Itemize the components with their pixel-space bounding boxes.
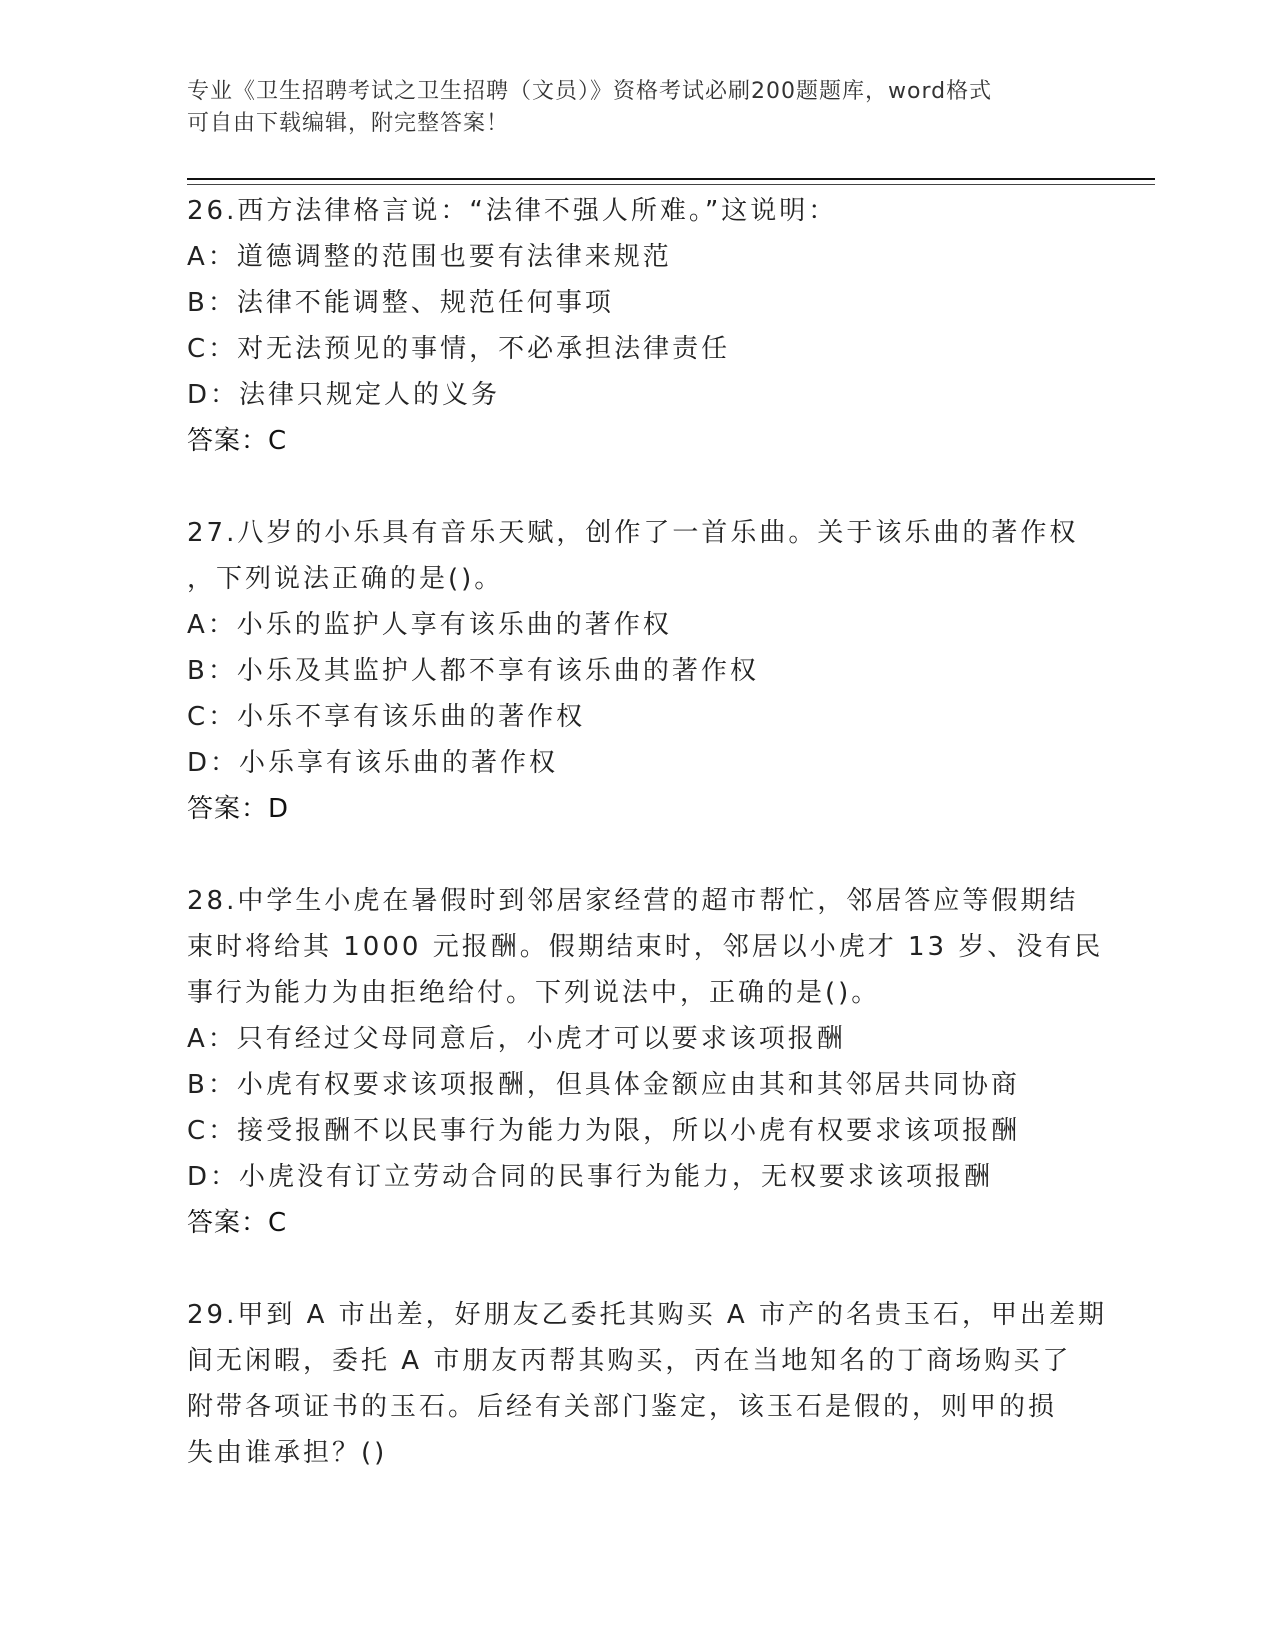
question-27-option-a: A：小乐的监护人享有该乐曲的著作权 [187, 610, 672, 640]
question-26-stem: 26.西方法律格言说：“法律不强人所难。”这说明： [187, 196, 838, 226]
question-28-stem-line-3: 事行为能力为由拒绝给付。下列说法中，正确的是()。 [187, 978, 881, 1008]
header-line-1: 专业《卫生招聘考试之卫生招聘（文员）》资格考试必刷200题题库，word格式 [187, 79, 993, 104]
question-26-option-a: A：道德调整的范围也要有法律来规范 [187, 242, 672, 272]
question-27 [187, 510, 1087, 832]
question-26-option-c: C：对无法预见的事情，不必承担法律责任 [187, 334, 731, 364]
document-header [187, 76, 1087, 140]
header-line-2: 可自由下载编辑，附完整答案！ [187, 111, 510, 136]
question-26-answer: 答案：C [187, 426, 288, 456]
question-26-option-b: B：法律不能调整、规范任何事项 [187, 288, 614, 318]
question-27-stem-line-1: 27.八岁的小乐具有音乐天赋，创作了一首乐曲。关于该乐曲的著作权 [187, 518, 1079, 548]
question-28-option-b: B：小虎有权要求该项报酬，但具体金额应由其和其邻居共同协商 [187, 1070, 1020, 1100]
question-29-stem-line-1: 29.甲到 A 市出差，好朋友乙委托其购买 A 市产的名贵玉石，甲出差期 [187, 1300, 1107, 1330]
question-27-option-d: D：小乐享有该乐曲的著作权 [187, 748, 559, 778]
question-28-option-c: C：接受报酬不以民事行为能力为限，所以小虎有权要求该项报酬 [187, 1116, 1021, 1146]
question-28-option-d: D：小虎没有订立劳动合同的民事行为能力，无权要求该项报酬 [187, 1162, 994, 1192]
question-28-answer: 答案：C [187, 1208, 288, 1238]
question-spacer [187, 1246, 1087, 1292]
question-27-option-b: B：小乐及其监护人都不享有该乐曲的著作权 [187, 656, 759, 686]
question-29-stem-line-4: 失由谁承担？() [187, 1438, 388, 1468]
question-27-answer: 答案：D [187, 794, 290, 824]
question-28 [187, 878, 1104, 1246]
question-spacer [187, 464, 1087, 510]
question-29-stem-line-3: 附带各项证书的玉石。后经有关部门鉴定，该玉石是假的，则甲的损 [187, 1392, 1058, 1422]
question-28-stem-line-2: 束时将给其 1000 元报酬。假期结束时，邻居以小虎才 13 岁、没有民 [187, 932, 1104, 962]
question-26 [187, 188, 1087, 464]
question-26-option-d: D：法律只规定人的义务 [187, 380, 501, 410]
question-29-stem-line-2: 间无闲暇，委托 A 市朋友丙帮其购买，丙在当地知名的丁商场购买了 [187, 1346, 1072, 1376]
question-list [187, 188, 1107, 1476]
question-27-stem-line-2: ，下列说法正确的是()。 [187, 564, 504, 594]
question-27-option-c: C：小乐不享有该乐曲的著作权 [187, 702, 586, 732]
question-28-stem-line-1: 28.中学生小虎在暑假时到邻居家经营的超市帮忙，邻居答应等假期结 [187, 886, 1079, 916]
question-spacer [187, 832, 1087, 878]
question-29 [187, 1292, 1107, 1476]
question-28-option-a: A：只有经过父母同意后，小虎才可以要求该项报酬 [187, 1024, 846, 1054]
header-divider-thin [187, 184, 1155, 185]
header-divider-thick [187, 178, 1155, 180]
